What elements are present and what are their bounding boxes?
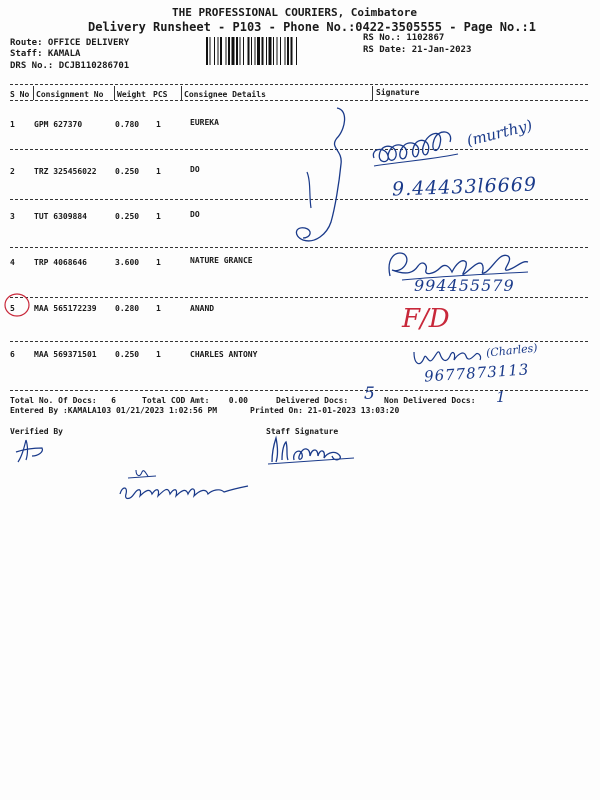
row-sno: 6 — [10, 350, 15, 359]
row-sno: 5 — [10, 304, 15, 313]
col-consignee: Consignee Details — [184, 90, 266, 99]
handwritten-name: (Charles) — [485, 341, 539, 360]
delivered-docs-label: Delivered Docs: — [276, 396, 349, 405]
row-consignment: MAA 565172239 — [34, 304, 97, 313]
row-weight: 0.250 — [115, 350, 140, 359]
row-weight: 0.280 — [115, 304, 140, 313]
total-docs: Total No. Of Docs: 6 — [10, 396, 116, 405]
verified-by-label: Verified By — [10, 427, 63, 436]
row-sno: 1 — [10, 120, 15, 129]
non-delivered-docs-label: Non Delivered Docs: — [384, 396, 476, 405]
company-title: THE PROFESSIONAL COURIERS, Coimbatore — [172, 6, 418, 19]
staff-signature-label: Staff Signature — [266, 427, 339, 436]
row-weight: 0.250 — [115, 167, 140, 176]
row-consignment: TRP 4068646 — [34, 258, 87, 267]
row-sno: 4 — [10, 258, 15, 267]
row-consignee: DO — [190, 165, 200, 174]
signature-scribble — [368, 118, 468, 178]
col-pcs: PCS — [153, 90, 168, 99]
drs-number: DRS No.: DCJB110286701 — [10, 61, 130, 71]
barcode — [204, 36, 354, 66]
row-consignment: TRZ 325456022 — [34, 167, 97, 176]
signature-scribble — [382, 246, 532, 284]
row-consignment: MAA 569371501 — [34, 350, 97, 359]
row-consignment: GPM 627370 — [34, 120, 83, 129]
handwritten-delivered-count: 5 — [364, 384, 375, 404]
handwritten-phone: 994455579 — [414, 276, 515, 295]
route: Route: OFFICE DELIVERY — [10, 38, 130, 48]
row-sno: 2 — [10, 167, 15, 176]
row-pcs: 1 — [156, 120, 161, 129]
row-consignment: TUT 6309884 — [34, 212, 87, 221]
row-weight: 0.250 — [115, 212, 140, 221]
row-consignee: NATURE GRANCE — [190, 256, 253, 265]
runsheet-subtitle: Delivery Runsheet - P103 - Phone No.:0422-3505555 - Page No.:1 — [88, 20, 536, 34]
entered-by: Entered By :KAMALA103 01/21/2023 1:02:56 PM — [10, 406, 218, 415]
col-weight: Weight — [117, 90, 146, 99]
handwritten-bracket — [285, 104, 365, 254]
total-cod: Total COD Amt: 0.00 — [142, 396, 248, 405]
row-consignee: DO — [190, 210, 200, 219]
row-consignee: ANAND — [190, 304, 215, 313]
row-consignee: EUREKA — [190, 118, 219, 127]
row-weight: 0.780 — [115, 120, 140, 129]
row-consignee: CHARLES ANTONY — [190, 350, 258, 359]
row-sno: 3 — [10, 212, 15, 221]
handwritten-note: (murthy) — [464, 116, 535, 150]
rs-number: RS No.: 1102867 — [363, 33, 445, 43]
col-sno: S No — [10, 90, 30, 99]
staff: Staff: KAMALA — [10, 49, 81, 59]
handwritten-fd-mark: F/D — [402, 304, 450, 334]
col-signature: Signature — [376, 88, 420, 97]
row-pcs: 1 — [156, 258, 161, 267]
row-weight: 3.600 — [115, 258, 140, 267]
verifier-signature — [116, 464, 266, 508]
row-pcs: 1 — [156, 167, 161, 176]
rs-date: RS Date: 21-Jan-2023 — [363, 45, 472, 55]
col-consignment: Consignment No — [36, 90, 104, 99]
printed-on: Printed On: 21-01-2023 13:03:20 — [250, 406, 400, 415]
handwritten-non-delivered-count: 1 — [496, 388, 506, 406]
handwritten-phone: 9677873113 — [423, 360, 530, 386]
staff-signature — [266, 434, 356, 468]
row-pcs: 1 — [156, 350, 161, 359]
row-pcs: 1 — [156, 304, 161, 313]
verifier-signature — [12, 434, 52, 466]
red-circle-mark — [2, 290, 34, 320]
handwritten-phone: 9.44433l6669 — [391, 173, 538, 201]
row-pcs: 1 — [156, 212, 161, 221]
signature-scribble — [410, 346, 484, 372]
